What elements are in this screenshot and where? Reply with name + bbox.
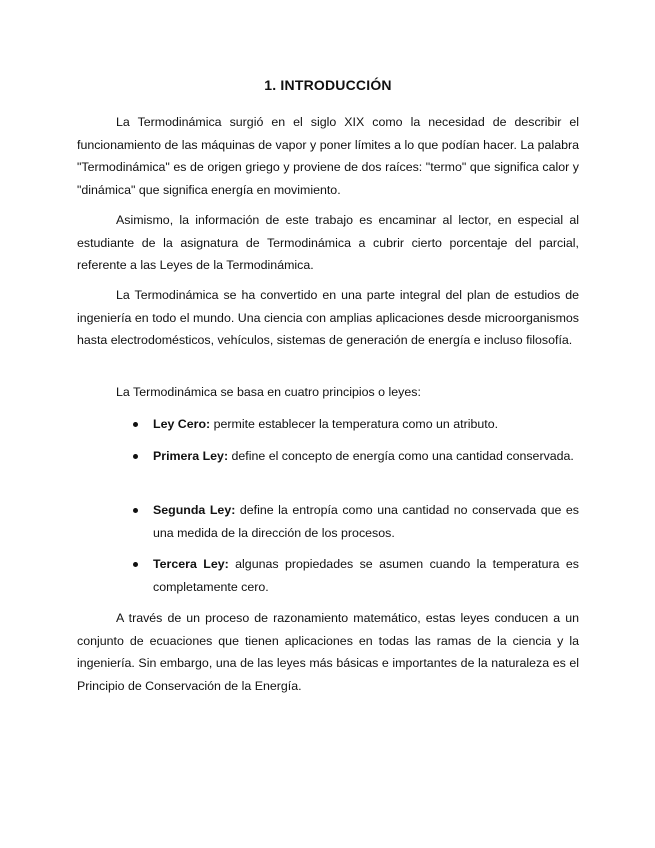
law-description: define el concepto de energía como una cantidad conservada. [228, 449, 574, 463]
law-first [153, 445, 579, 468]
law-term: Primera Ley: [153, 449, 229, 463]
bullet-icon [133, 562, 138, 567]
paragraph-closing: A través de un proceso de razonamiento matemático, estas leyes conducen a un conjunto de ecuaciones que tienen aplicaciones en todas las ramas de la ciencia y la ingeniería. Sin embargo, una de las leyes más básicas e importantes de la naturaleza es el Principio de Conservación de la Energía. [77, 611, 579, 693]
law-third [153, 553, 579, 598]
law-description: algunas propiedades se asumen cuando la temperatura es completamente cero. [153, 557, 579, 594]
bullet-icon [133, 422, 138, 427]
paragraph-purpose: Asimismo, la información de este trabajo es encaminar al lector, en especial al estudiante de la asignatura de Termodinámica a cubrir cierto porcentaje del parcial, referente a las Leyes de la Termodinámica. [77, 213, 579, 273]
law-second [153, 499, 579, 544]
law-term: Tercera Ley: [153, 557, 229, 571]
law-description: define la entropía como una cantidad no conservada que es una medida de la dirección de los procesos. [153, 503, 579, 540]
law-term: Ley Cero: [153, 417, 211, 431]
law-zero [153, 413, 579, 436]
law-term: Segunda Ley: [153, 503, 236, 517]
paragraph-principles-intro: La Termodinámica se basa en cuatro principios o leyes: [116, 385, 421, 399]
law-description: permite establecer la temperatura como un atributo. [210, 417, 499, 431]
paragraph-engineering: La Termodinámica se ha convertido en una parte integral del plan de estudios de ingeniería en todo el mundo. Una ciencia con amplias aplicaciones desde microorganismos hasta electrodomésticos, vehículos, sistemas de generación de energía e incluso filosofía. [77, 288, 579, 348]
bullet-icon [133, 508, 138, 513]
paragraph-origin: La Termodinámica surgió en el siglo XIX como la necesidad de describir el funcionamiento de las máquinas de vapor y poner límites a lo que podían hacer. La palabra "Termodinámica" es de origen griego y proviene de dos raíces: "termo" que significa calor y "dinámica" que significa energía en movimiento. [77, 115, 579, 197]
section-heading: 1. INTRODUCCIÓN [264, 77, 392, 93]
bullet-icon [133, 454, 138, 459]
